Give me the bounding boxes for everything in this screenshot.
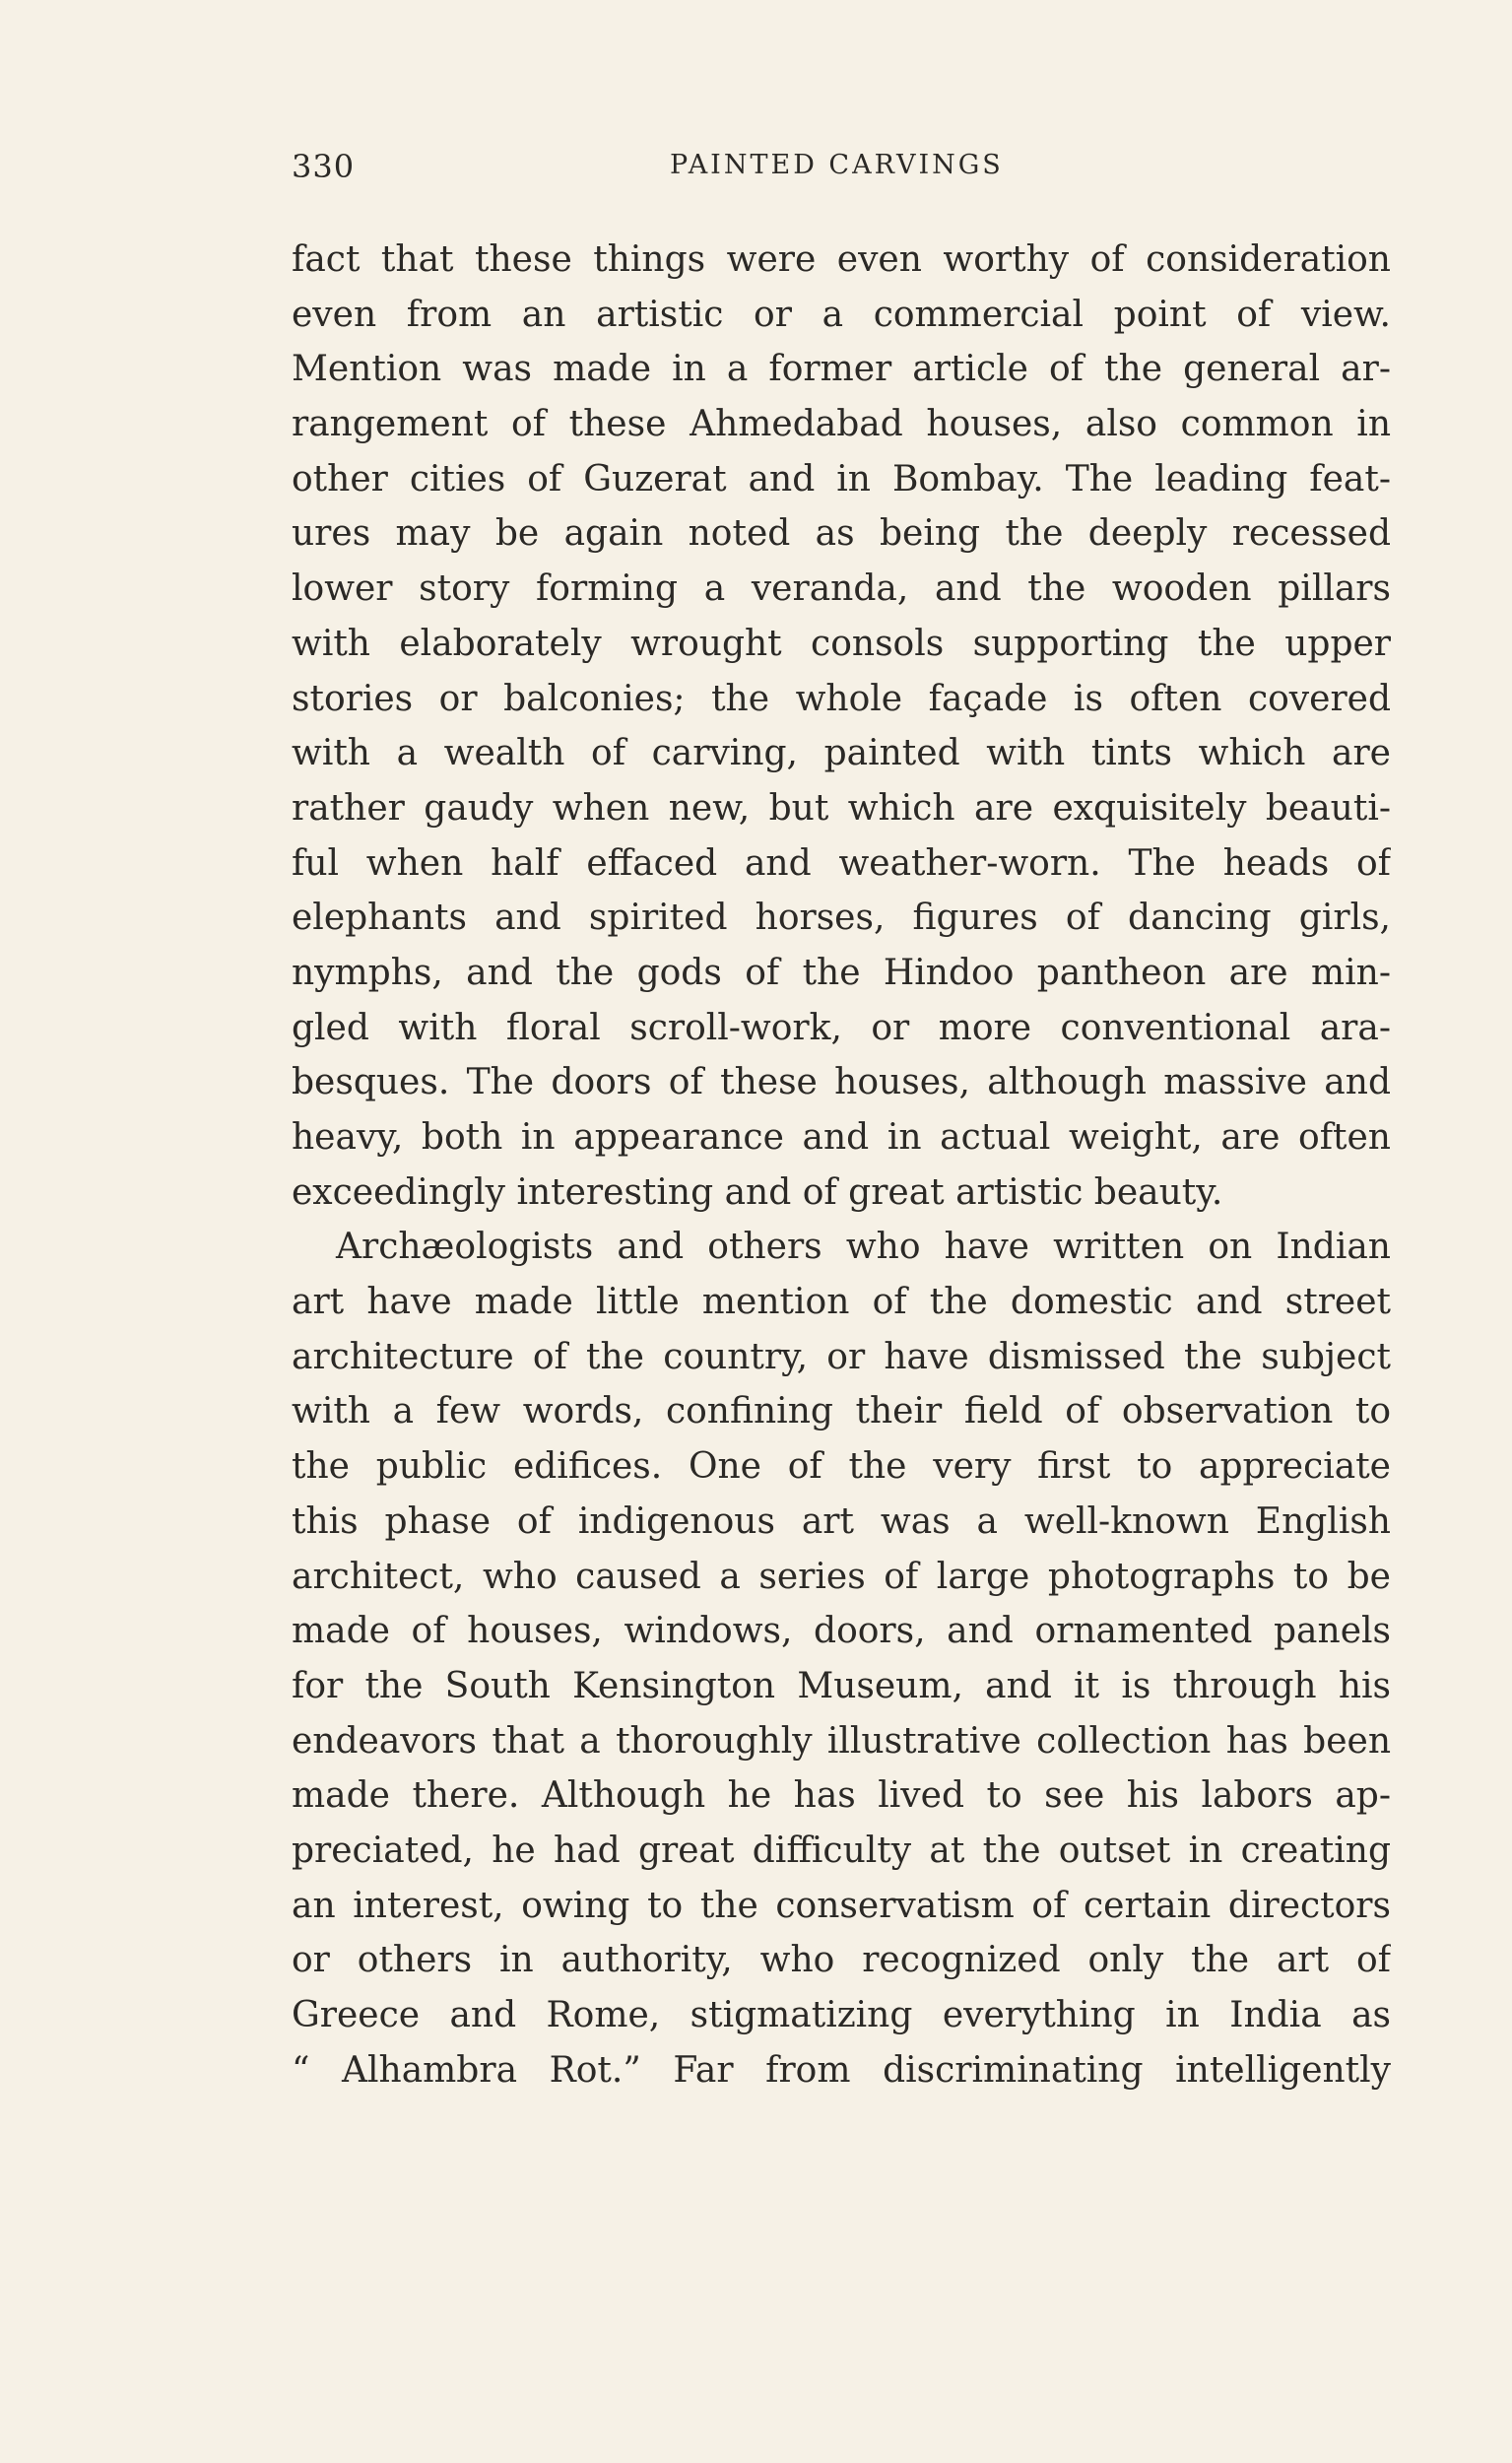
text-line: ures may be again noted as being the deeply recessed <box>292 513 1391 555</box>
text-line: rangement of these Ahmedabad houses, also common in <box>292 404 1391 445</box>
text-line: the public edifices. One of the very first to appreciate <box>292 1446 1391 1488</box>
paragraph-first-line: Archæologists and others who have written on Indian <box>336 1227 1391 1268</box>
text-line: this phase of indigenous art was a well-known English <box>292 1500 1391 1542</box>
text-line: other cities of Guzerat and in Bombay. The leading feat- <box>292 458 1391 499</box>
text-line: “ Alhambra Rot.” Far from discriminating intelligently <box>292 2049 1391 2091</box>
text-line: endeavors that a thoroughly illustrative collection has been <box>292 1720 1391 1762</box>
text-line: even from an artistic or a commercial point of view. <box>292 294 1391 335</box>
text-line: architecture of the country, or have dismissed the subject <box>292 1336 1391 1377</box>
text-line: architect, who caused a series of large photographs to be <box>292 1556 1391 1597</box>
chapter-title: PAINTED CARVINGS <box>670 150 1004 180</box>
running-head <box>292 148 1391 187</box>
text-line: ful when half effaced and weather-worn. The heads of <box>292 842 1391 884</box>
text-line: preciated, he had great difficulty at the outset in creating <box>292 1830 1391 1871</box>
text-line: or others in authority, who recognized only the art of <box>292 1940 1391 1981</box>
text-line: nymphs, and the gods of the Hindoo pantheon are min- <box>292 952 1391 993</box>
text-line: with a wealth of carving, painted with tints which are <box>292 733 1391 774</box>
text-line: gled with floral scroll-work, or more conventional ara- <box>292 1007 1391 1048</box>
text-line: made of houses, windows, doors, and ornamented panels <box>292 1611 1391 1652</box>
text-line: Mention was made in a former article of the general ar- <box>292 349 1391 390</box>
body-text <box>292 233 1391 2097</box>
text-line: elephants and spirited horses, figures of dancing girls, <box>292 898 1391 939</box>
text-line: an interest, owing to the conservatism of certain directors <box>292 1885 1391 1926</box>
text-line: art have made little mention of the domestic and street <box>292 1282 1391 1323</box>
text-line: rather gaudy when new, but which are exquisitely beauti- <box>292 787 1391 829</box>
text-line: with a few words, confining their field of observation to <box>292 1391 1391 1432</box>
text-line: besques. The doors of these houses, although massive and <box>292 1062 1391 1103</box>
text-line: Greece and Rome, stigmatizing everything in India as <box>292 1995 1391 2035</box>
text-line: heavy, both in appearance and in actual weight, are often <box>292 1117 1391 1158</box>
text-line: fact that these things were even worthy of consideration <box>292 239 1391 280</box>
text-line: stories or balconies; the whole façade is often covered <box>292 678 1391 719</box>
text-line: with elaborately wrought consols supporting the upper <box>292 623 1391 664</box>
page-number: 330 <box>292 148 356 185</box>
text-line: made there. Although he has lived to see his labors ap- <box>292 1775 1391 1817</box>
paragraph-last-line: exceedingly interesting and of great artistic beauty. <box>292 1171 1223 1213</box>
text-line: for the South Kensington Museum, and it is through his <box>292 1665 1391 1706</box>
text-line: lower story forming a veranda, and the wooden pillars <box>292 568 1391 610</box>
